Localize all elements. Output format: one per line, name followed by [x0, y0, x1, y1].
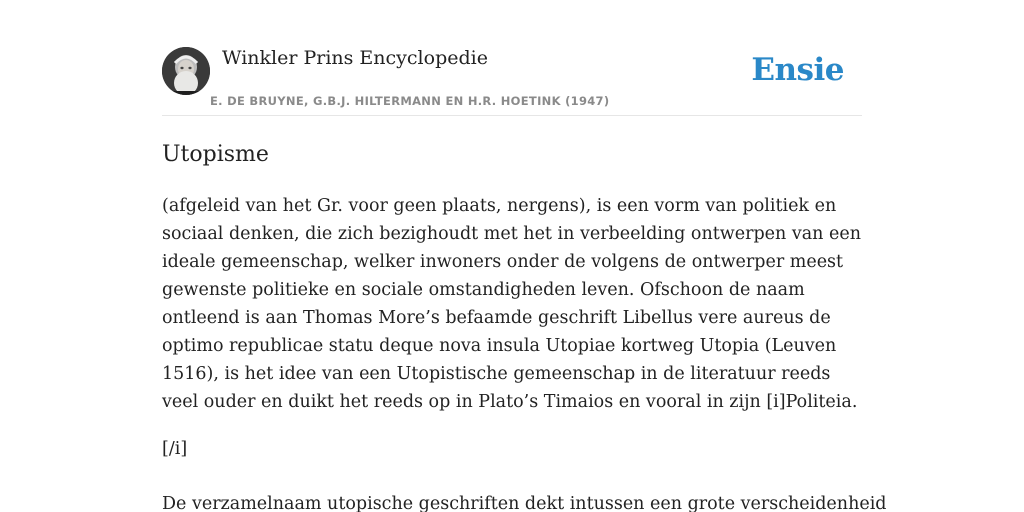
ensie-logo[interactable]: Ensie	[751, 52, 844, 88]
author-portrait-icon	[162, 47, 210, 95]
article-paragraph: [/i]	[162, 439, 188, 459]
author-byline: E. DE BRUYNE, G.B.J. HILTERMANN EN H.R. HOETINK (1947)	[210, 94, 610, 108]
page	[162, 0, 887, 512]
site-title[interactable]: Winkler Prins Encyclopedie	[222, 47, 488, 69]
site-header	[162, 46, 862, 116]
article-title: Utopisme	[162, 142, 269, 167]
article-paragraph: (afgeleid van het Gr. voor geen plaats, nergens), is een vorm van politiek en sociaal denken, die zich bezighoudt met het in verbeelding ontwerpen van een ideale gemeenschap, welker inwoners onder de volgens de ontwerper meest gewenste politieke en sociale omstandigheden leven. Ofschoon de naam ontleend is aan Thomas More’s befaamde geschrift Libellus vere aureus de optimo republicae statu deque nova insula Utopiae kortweg Utopia (Leuven 1516), is het idee van een Utopistische gemeenschap in de literatuur reeds veel ouder en duikt het reeds op in Plato’s Timaios en vooral in zijn [i]Politeia.	[162, 196, 861, 412]
article-paragraph: De verzamelnaam utopische geschriften dekt intussen een grote verscheidenheid	[162, 494, 887, 512]
